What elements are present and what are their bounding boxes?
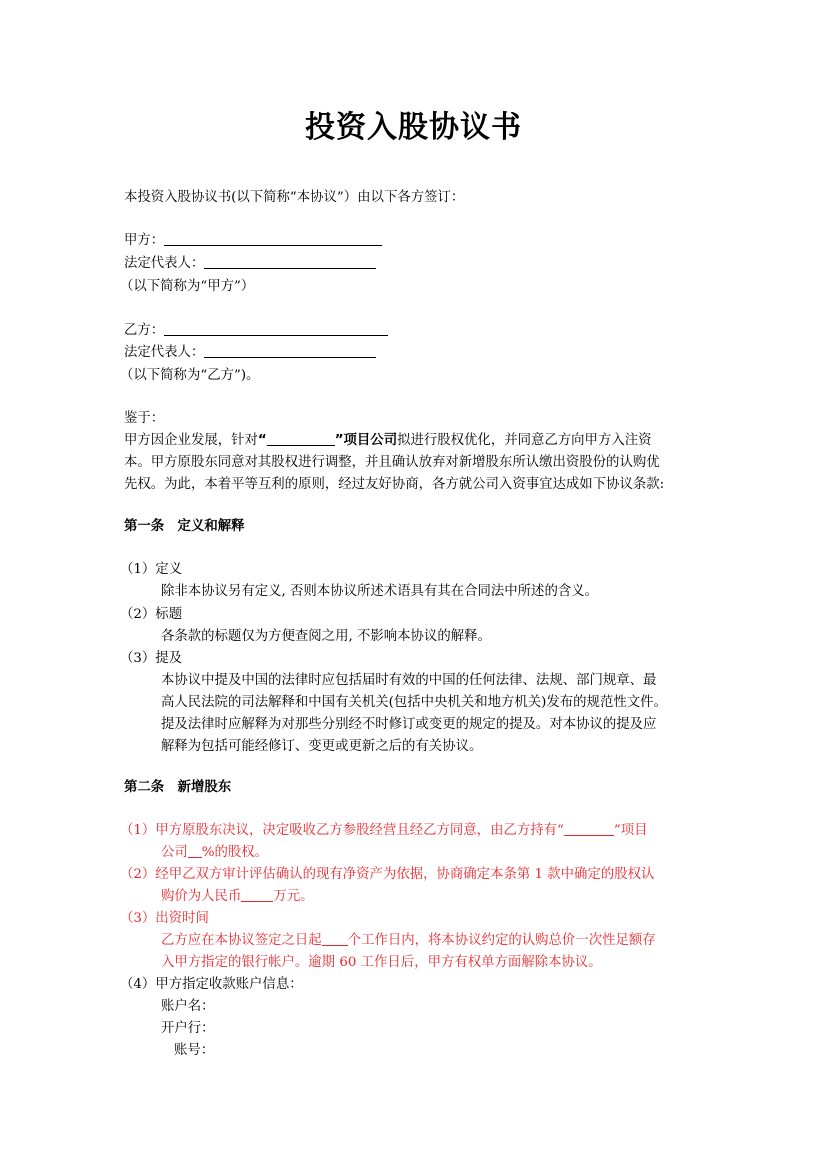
days-blank[interactable] <box>322 931 348 946</box>
article-2-item-2-line-2 <box>161 886 314 908</box>
whereas-line1-pre: 甲方因企业发展，针对 <box>124 433 258 448</box>
item1-line1-post: ”项目 <box>613 823 648 838</box>
party-b-rep-line <box>124 342 376 364</box>
bank-label: 开户行： <box>161 1021 215 1036</box>
item2-line2-pre: 购价为人民币 <box>161 889 242 904</box>
article-1-item-1-title: （1）定义 <box>120 562 183 577</box>
whereas-line1-post: 拟进行股权优化，并同意乙方向甲方入注资 <box>397 433 652 448</box>
item3-line1-post: 个工作日内，将本协议约定的认购总价一次性足额存 <box>347 933 656 948</box>
party-b-rep-label: 法定代表人： <box>124 345 205 360</box>
article-2-item-1-line-1 <box>120 820 648 842</box>
item2-line2-post: 万元。 <box>273 889 314 904</box>
whereas-line-3: 先权。为此，本着平等互利的原则，经过友好协商，各方就公司入资事宜达成如下协议条款: <box>124 477 665 492</box>
equity-percent-blank[interactable] <box>188 843 202 858</box>
article-1-item-3-line-4: 解释为包括可能经修订、变更或更新之后的有关协议。 <box>161 739 483 754</box>
party-a-rep-line <box>124 253 376 275</box>
article-1-item-3-line-1: 本协议中提及中国的法律时应包括届时有效的中国的任何法律、法规、部门规章、最 <box>161 673 657 688</box>
item1-line1-pre: （1）甲方原股东决议，决定吸收乙方参股经营且经乙方同意，由乙方持有“ <box>120 823 564 838</box>
article-1-item-1-text: 除非本协议另有定义, 否则本协议所述术语具有其在合同法中所述的含义。 <box>161 584 599 599</box>
article-2-heading: 第二条 新增股东 <box>124 780 232 795</box>
whereas-line-2: 本。甲方原股东同意对其股权进行调整，并且确认放弃对新增股东所认缴出资股份的认购优 <box>124 455 660 470</box>
item3-line1-pre: 乙方应在本协议签定之日起 <box>161 933 322 948</box>
whereas-label: 鉴于： <box>124 411 165 426</box>
article-2-item-4-title: （4）甲方指定收款账户信息： <box>120 977 303 992</box>
article-2-item-2-line-1: （2）经甲乙双方审计评估确认的现有净资产为依据，协商确定本条第 1 款中确定的股权认 <box>120 867 655 882</box>
party-a-alias: （以下简称为“甲方”） <box>120 279 255 294</box>
article-2-item-3-line-2: 入甲方指定的银行帐户。逾期 60 工作日后，甲方有权单方面解除本协议。 <box>161 955 602 970</box>
party-a-rep-label: 法定代表人： <box>124 256 205 271</box>
party-b-blank[interactable] <box>164 321 388 336</box>
whereas-quote-close: ”项目公司 <box>334 433 398 448</box>
price-blank[interactable] <box>241 887 273 902</box>
project-name-blank[interactable] <box>267 431 335 446</box>
intro-text: 本投资入股协议书(以下简称“本协议”）由以下各方签订： <box>124 190 465 205</box>
article-1-item-2-title: （2）标题 <box>120 607 183 622</box>
party-b-line <box>124 320 388 342</box>
party-a-line <box>124 230 382 252</box>
party-b-rep-blank[interactable] <box>204 343 376 358</box>
article-1-item-3-line-3: 提及法律时应解释为对那些分别经不时修订或变更的规定的提及。对本协议的提及应 <box>161 717 657 732</box>
article-1-item-3-title: （3）提及 <box>120 651 183 666</box>
item1-line2-pre: 公司 <box>161 845 188 860</box>
item1-line2-post: %的股权。 <box>201 845 269 860</box>
project-blank[interactable] <box>564 821 614 836</box>
article-2-item-3-line-1 <box>161 930 656 952</box>
party-b-label: 乙方： <box>124 323 165 338</box>
account-number-label: 账号： <box>174 1043 215 1058</box>
party-a-label: 甲方： <box>124 233 165 248</box>
article-2-item-1-line-2 <box>161 842 268 864</box>
party-a-blank[interactable] <box>164 231 382 246</box>
whereas-quote-open: “ <box>257 433 267 448</box>
document-title: 投资入股协议书 <box>305 110 522 145</box>
article-1-item-3-line-2: 高人民法院的司法解释和中国有关机关(包括中央机关和地方机关)发布的规范性文件。 <box>161 695 667 710</box>
article-1-item-2-text: 各条款的标题仅为方便查阅之用, 不影响本协议的解释。 <box>161 629 491 644</box>
account-name-label: 账户名： <box>161 999 215 1014</box>
party-b-alias: （以下简称为“乙方”)。 <box>120 368 260 383</box>
party-a-rep-blank[interactable] <box>204 254 376 269</box>
whereas-line-1 <box>124 430 652 452</box>
article-1-heading: 第一条 定义和解释 <box>124 519 245 534</box>
article-2-item-3-title: （3）出资时间 <box>120 911 209 926</box>
